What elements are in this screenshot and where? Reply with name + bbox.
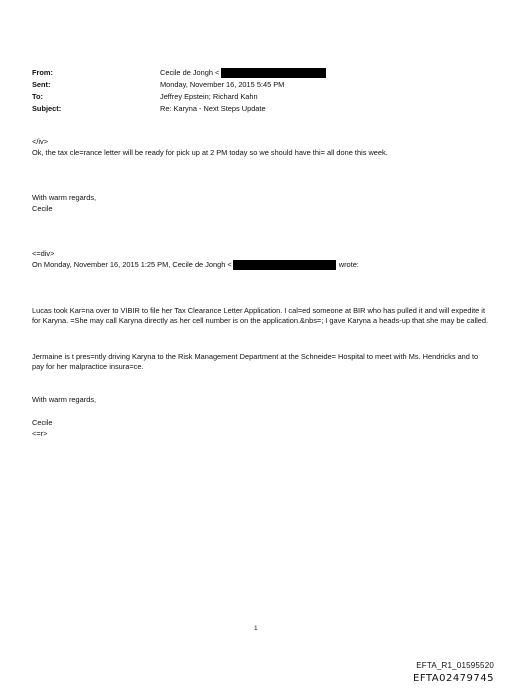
subject-label: Subject:: [32, 104, 62, 113]
redaction-bar: [221, 68, 326, 78]
quote-header-text: On Monday, November 16, 2015 1:25 PM, Cecile de Jongh <: [32, 260, 232, 269]
html-tag-text: <=r>: [32, 429, 48, 438]
quoted-paragraph: Jermaine is t pres=ntly driving Karyna to the Risk Management Department at the Schneide= Hospital to meet with Ms. Hendricks and to pay for her malpractice insura=ce.: [32, 352, 479, 371]
subject-value: Re: Karyna - Next Steps Update: [160, 104, 266, 113]
bates-number: EFTA_R1_01595520: [416, 661, 494, 670]
signature-name: Cecile: [32, 204, 53, 213]
redaction-bar: [233, 260, 336, 270]
closing-regards: With warm regards,: [32, 193, 97, 202]
to-value: Jeffrey Epstein; Richard Kahn: [160, 92, 258, 101]
from-label: From:: [32, 68, 53, 77]
quoted-paragraph: Lucas took Kar=na over to VIBIR to file her Tax Clearance Letter Application. I cal=ed someone at BIR who has pulled it and will expedite it for Karyna. =She may call Karyna directly as her cell number is on the application.&nbs=; I gave Karyna a heads-up that she may be called.: [32, 306, 489, 325]
subject-row: [32, 103, 326, 115]
html-tag-text: <=div>: [32, 249, 55, 258]
reply-line: Ok, the tax cle=rance letter will be ready for pick up at 2 PM today so we should have thi= all done this week.: [32, 148, 388, 157]
sent-value: Monday, November 16, 2015 5:45 PM: [160, 80, 285, 89]
signature-name: Cecile: [32, 418, 53, 427]
closing-regards: With warm regards,: [32, 395, 97, 404]
quote-header: [32, 260, 359, 270]
bates-number: EFTA02479745: [413, 673, 494, 684]
sent-label: Sent:: [32, 80, 51, 89]
from-value: Cecile de Jongh <: [160, 68, 220, 77]
from-row: [32, 67, 326, 79]
email-header: [32, 67, 326, 115]
html-tag-text: </iv>: [32, 137, 49, 146]
page-number: 1: [254, 625, 258, 632]
sent-row: [32, 79, 326, 91]
to-row: [32, 91, 326, 103]
to-label: To:: [32, 92, 43, 101]
quote-wrote-text: wrote:: [338, 260, 359, 269]
